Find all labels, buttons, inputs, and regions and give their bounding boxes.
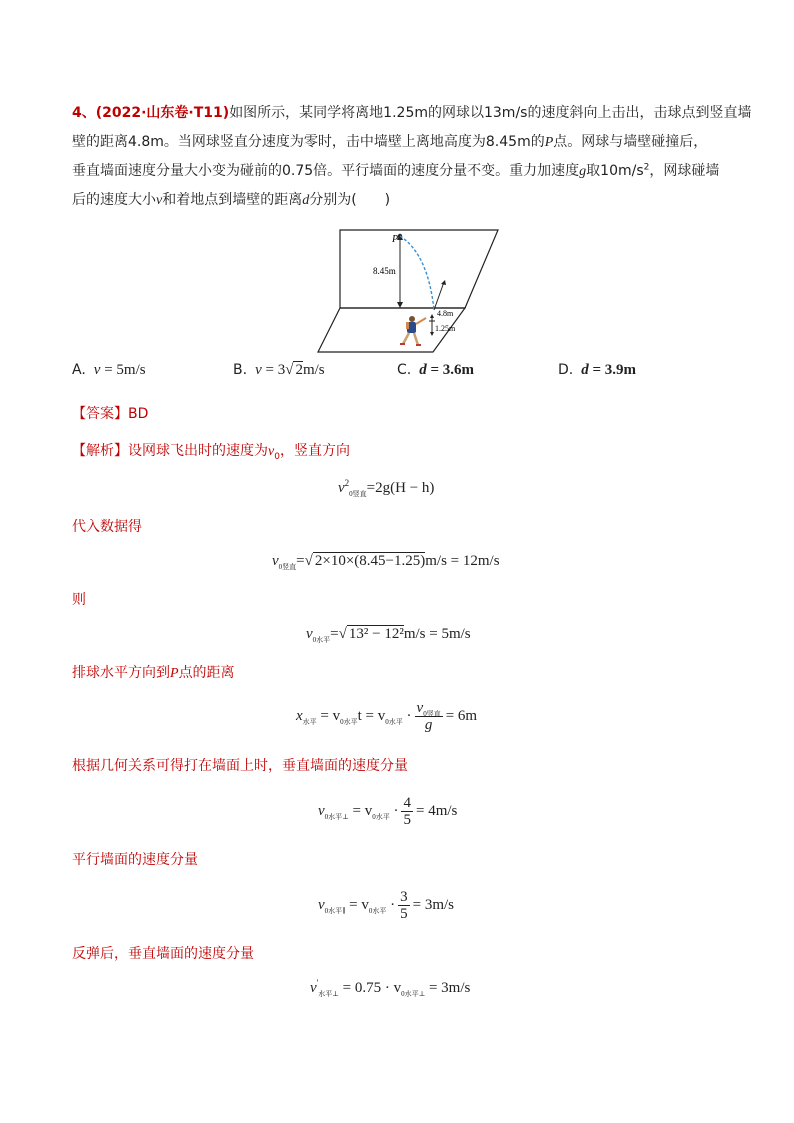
equation-4: $x_{水平} = v_{0水平}t = v_{0水平}$ · $\frac{v_{0竖直}}{g}$ = 6m	[296, 700, 478, 733]
equation-7: $v'_{水平\perp} = 0.75 \cdot v_{0水平\perp} = 3m/s$	[310, 978, 471, 998]
ball-trajectory	[400, 236, 434, 310]
question-line-3: 垂直墙面速度分量大小变为碰前的0.75倍。平行墙面的速度分量不变。重力加速度g取$10m/s^2$，网球碰墙	[72, 162, 720, 179]
label-125: 1.25m	[435, 324, 456, 333]
analysis-intro: 【解析】设网球飞出时的速度为$v_0$，竖直方向	[72, 443, 350, 462]
question-source: (2022·山东卷·T11)	[95, 105, 230, 121]
answer-label: 【答案】	[72, 406, 128, 422]
equation-3: $v_{0水平}=√$ 13² − 12²m/s = 5m/s	[306, 626, 471, 644]
answer-line	[72, 404, 148, 424]
step-3-label: 则	[72, 592, 86, 608]
label-845: 8.45m	[373, 266, 396, 276]
equation-5: $v_{0水平\perp} = v_{0水平}$ · $\frac{4}{5}$ = 4m/s	[318, 795, 458, 828]
step-4-label: 排球水平方向到P点的距离	[72, 665, 235, 681]
question-number: 4、	[72, 105, 96, 121]
equation-6: $v_{0水平\parallel} = v_{0水平}$ · $\frac{3}{5}$ = 3m/s	[318, 889, 455, 922]
answer-value: BD	[128, 406, 149, 422]
step-6-label: 平行墙面的速度分量	[72, 852, 198, 868]
step-7-label: 反弹后，垂直墙面的速度分量	[72, 946, 254, 962]
step-2-label: 代入数据得	[72, 519, 142, 535]
analysis-label: 【解析】	[72, 443, 128, 459]
option-d[interactable]: D. d = 3.9m	[558, 362, 637, 378]
option-a[interactable]: A. v = 5m/s	[72, 362, 146, 378]
question-line-1	[72, 103, 752, 123]
step-5-label: 根据几何关系可得打在墙面上时，垂直墙面的速度分量	[72, 758, 408, 774]
equation-1: $v^2_{0竖直}=2g(H - h)$	[338, 478, 435, 498]
tennis-player-icon	[400, 316, 426, 346]
option-b[interactable]: B. v = 3√ 2m/s	[233, 362, 325, 378]
tennis-wall-figure	[310, 224, 500, 356]
equation-2: $v_{0竖直}=√$ 2×10×(8.45−1.25)m/s = 12m/s	[272, 553, 500, 571]
option-c[interactable]: C. d = 3.6m	[397, 362, 475, 378]
question-line-2: 壁的距离4.8m。当网球竖直分速度为零时，击中墙壁上离地高度为8.45m的P点。网球与墙壁碰撞后，	[72, 134, 708, 150]
label-48: 4.8m	[437, 309, 454, 318]
label-p: P	[392, 234, 399, 245]
question-line-4: 后的速度大小v和着地点到墙壁的距离d分别为( )	[72, 192, 391, 208]
question-text-1: 如图所示，某同学将离地1.25m的网球以13m/s的速度斜向上击出，击球点到竖直墙	[229, 105, 752, 121]
